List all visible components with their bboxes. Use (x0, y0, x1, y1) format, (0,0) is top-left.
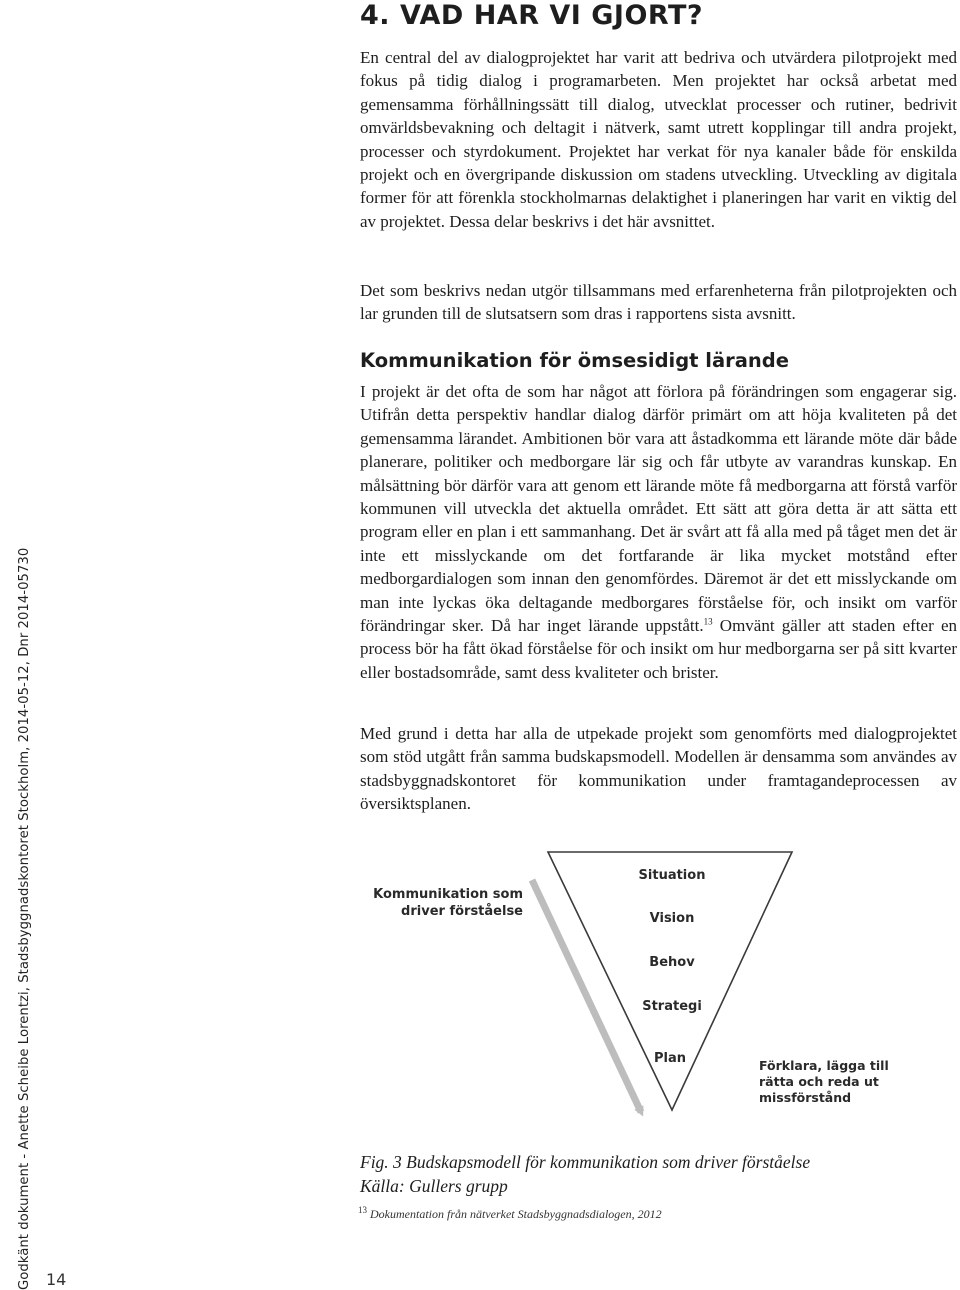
left-label-line-2: driver förståelse (401, 904, 523, 919)
second-section (360, 279, 957, 326)
right-label-line-1: Förklara, lägga till (759, 1058, 889, 1073)
funnel-arrow (532, 880, 641, 1112)
left-label-line-1: Kommunikation som (373, 887, 523, 902)
right-label-line-2: rätta och reda ut (759, 1074, 879, 1089)
level-behov: Behov (649, 955, 695, 970)
funnel-triangle (548, 852, 792, 1110)
body-section (360, 380, 957, 684)
footnote-reference: 13 (703, 616, 713, 627)
second-paragraph: Det som beskrivs nedan utgör tillsammans med erfarenheterna från pilotprojekten och lar grunden till de slutsatsern som dras i rapportens sista avsnitt. (360, 281, 957, 324)
body-paragraph-2: Med grund i detta har alla de utpekade projekt som genomförts med dialogprojektet som stöd utgått från samma budskapsmodell. Modellen är densamma som användes av stadsbyggnadskontoret för kommunikation under framtagandeprocessen av översiktsplanen. (360, 724, 957, 814)
level-situation: Situation (638, 868, 706, 883)
intro-paragraph: En central del av dialogprojektet har varit att bedriva och utvärdera pilotprojekt med fokus på tidig dialog i programarbeten. Men projektet har också arbetat med gemensamma förhållningssätt till dialog, utvecklat processer och rutiner, bedrivit omvärldsbevakning och deltagit i nätverk, samt utrett kopplingar till andra projekt, processer och styrdokument. Projektet har verkat för nya kanaler både för enskilda projekt och en övergripande diskussion om stadens utveckling. Utveckling av digitala former för att förenkla stockholmarnas delaktighet i planeringen har varit en viktig del av projektet. Dessa delar beskrivs i det här avsnittet. (360, 48, 957, 231)
body-paragraph-1 (360, 380, 957, 684)
level-vision: Vision (649, 911, 695, 926)
vertical-document-stamp: Godkänt dokument - Anette Scheibe Lorentzi, Stadsbyggnadskontoret Stockholm, 2014-05-12, Dnr 2014-05730 (17, 547, 32, 1290)
body-text-part-a: I projekt är det ofta de som har något att förlora på förändringen som engagerar sig. Utifrån detta perspektiv handlar dialog därför primärt om att höja kvaliteten på det gemensamma lärandet. Ambitionen bör vara att åstadkomma ett lärande möte där både planerare, politiker och medborgare lär sig och får utbyte av varandras kunskap. En målsättning bör därför vara att genom ett lärande möte få medborgarna att förstå varför kommunen vill utveckla det aktuella området. Ett sätt att göra detta är att sätta ett program eller en plan i ett sammanhang. Det är svårt att få alla med på tåget men det är inte ett misslyckande om det fortfarande är lika mycket motstånd efter medborgardialogen som innan den genomfördes. Däremot är det ett misslyckande om man inte lyckas öka deltagande medborgares förståelse för, och insikt om varför förändringar sker. Då har inget lärande uppstått. (360, 382, 957, 636)
footnote-text: Dokumentation från nätverket Stadsbyggnadsdialogen, 2012 (367, 1207, 662, 1221)
section-subheading: Kommunikation för ömsesidigt lärande (360, 349, 789, 372)
page-title: 4. VAD HAR VI GJORT? (360, 0, 704, 31)
footnote (358, 1207, 662, 1221)
message-model-diagram (360, 840, 960, 1140)
level-plan: Plan (653, 1051, 687, 1066)
body-section-2 (360, 722, 957, 816)
intro-section (360, 46, 957, 233)
right-label-line-3: missförstånd (759, 1090, 852, 1105)
caption-source: Källa: Gullers grupp (360, 1176, 508, 1196)
body-text-part-b: Omvänt gäller att staden efter en process bör ha fått ökad förståelse för och insikt om hur medborgarna ser på sitt kvarter eller bostadsområde, samt dess kvaliteter och brister. (360, 616, 957, 682)
figure-caption (360, 1150, 810, 1198)
footnote-number: 13 (358, 1205, 367, 1215)
page-number: 14 (46, 1270, 67, 1289)
level-strategi: Strategi (642, 999, 702, 1014)
caption-title: Fig. 3 Budskapsmodell för kommunikation som driver förståelse (360, 1152, 811, 1172)
